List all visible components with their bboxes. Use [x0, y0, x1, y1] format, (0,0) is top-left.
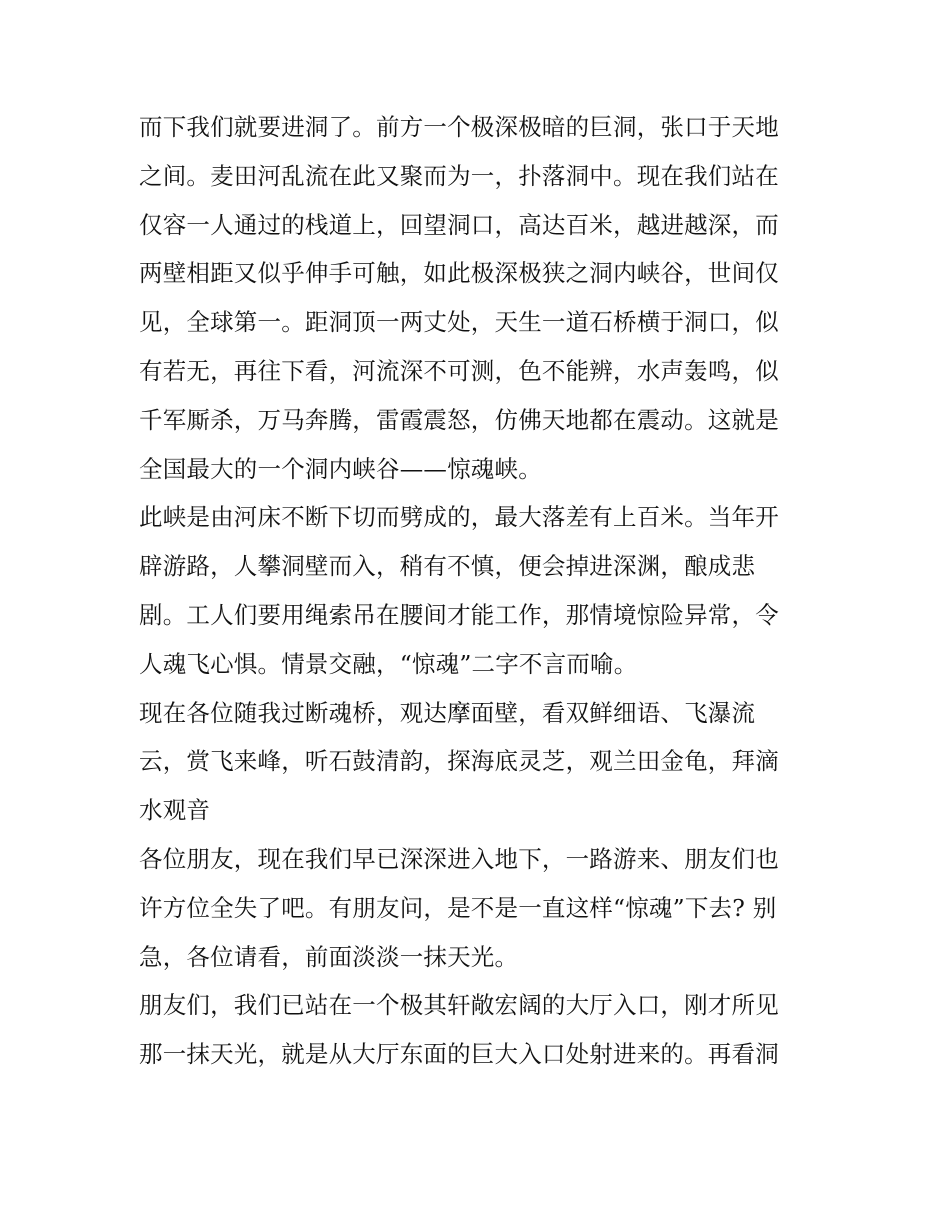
text-line: 千军厮杀，万马奔腾，雷霞震怒，仿佛天地都在震动。这就是 — [139, 405, 779, 434]
text-line: 那一抹天光，就是从大厅东面的巨大入口处射进来的。再看洞 — [139, 1040, 779, 1069]
text-line: 两壁相距又似乎伸手可触，如此极深极狭之洞内峡谷，世间仅 — [139, 259, 779, 288]
text-line: 水观音 — [139, 796, 211, 825]
text-line: 朋友们，我们已站在一个极其轩敞宏阔的大厅入口，刚才所见 — [139, 991, 779, 1020]
text-line: 剧。工人们要用绳索吊在腰间才能工作，那情境惊险异常，令 — [139, 600, 779, 629]
body-text — [139, 103, 819, 1079]
text-line: 急，各位请看，前面淡淡一抹天光。 — [139, 942, 519, 971]
text-line: 云，赏飞来峰，听石鼓清韵，探海底灵芝，观兰田金龟，拜滴 — [139, 747, 779, 776]
text-line: 各位朋友，现在我们早已深深进入地下，一路游来、朋友们也 — [139, 844, 779, 873]
text-line: 许方位全失了吧。有朋友问，是不是一直这样“惊魂”下去? 别 — [139, 893, 777, 922]
text-line: 之间。麦田河乱流在此又聚而为一，扑落洞中。现在我们站在 — [139, 161, 779, 190]
text-line: 见，全球第一。距洞顶一两丈处，天生一道石桥横于洞口，似 — [139, 308, 779, 337]
text-line: 人魂飞心惧。情景交融，“惊魂”二字不言而喻。 — [139, 649, 638, 678]
text-line: 而下我们就要进洞了。前方一个极深极暗的巨洞，张口于天地 — [139, 113, 779, 141]
text-line: 辟游路，人攀洞壁而入，稍有不慎，便会掉进深渊，酿成悲 — [139, 552, 756, 581]
text-line: 全国最大的一个洞内峡谷——惊魂峡。 — [139, 454, 542, 483]
text-line: 仅容一人通过的栈道上，回望洞口，高达百米，越进越深，而 — [139, 210, 779, 239]
text-line: 现在各位随我过断魂桥，观达摩面壁，看双鲜细语、飞瀑流 — [139, 698, 756, 727]
text-line: 有若无，再往下看，河流深不可测，色不能辨，水声轰鸣，似 — [139, 356, 779, 385]
text-line: 此峡是由河床不断下切而劈成的，最大落差有上百米。当年开 — [139, 503, 779, 532]
